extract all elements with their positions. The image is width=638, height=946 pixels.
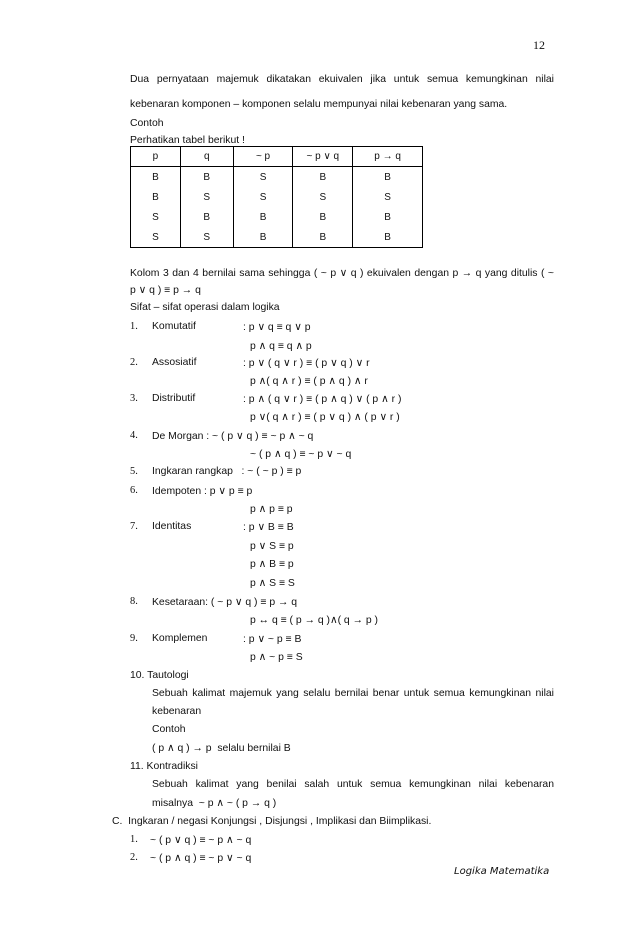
formula: ~ ( p ∨ q ) ≡ ~ p ∧ ~ q <box>150 835 252 846</box>
list-number: 2. <box>130 852 138 863</box>
formula: : p ∧ ( q ∨ r ) ≡ ( p ∧ q ) ∨ ( p ∧ r ) <box>243 394 402 405</box>
table-cell: B <box>180 167 233 188</box>
property-label: Identitas <box>152 521 192 532</box>
formula: p ∧ p ≡ p <box>250 504 293 515</box>
table-cell: B <box>353 207 423 227</box>
table-cell: S <box>233 167 293 188</box>
formula: p ∧ q ≡ q ∧ p <box>250 341 312 352</box>
property-label: Komplemen <box>152 633 208 644</box>
footer-title: Logika Matematika <box>454 866 550 877</box>
page-number: 12 <box>533 38 545 52</box>
list-number: 9. <box>130 633 138 644</box>
intro-line-1: Dua pernyataan majemuk dikatakan ekuivalen jika untuk semua kemungkinan nilai <box>130 74 554 85</box>
list-number: 6. <box>130 485 138 496</box>
tautologi-line-1: Sebuah kalimat majemuk yang selalu bernilai benar untuk semua kemungkinan nilai <box>152 688 554 699</box>
property-label: Assosiatif <box>152 357 197 368</box>
property-label: Komutatif <box>152 321 196 332</box>
formula: ~ ( p ∧ q ) ≡ ~ p ∨ ~ q <box>150 853 252 864</box>
list-number: 5. <box>130 466 138 477</box>
table-cell: S <box>233 187 293 207</box>
tautologi-contoh: Contoh <box>152 724 186 735</box>
list-number: 1. <box>130 321 138 332</box>
table-header-cell: ~ p ∨ q <box>293 147 353 167</box>
table-cell: B <box>233 227 293 248</box>
property-label: Idempoten : p ∨ p ≡ p <box>152 486 253 497</box>
table-header-cell: q <box>180 147 233 167</box>
property-label: Kesetaraan: ( ~ p ∨ q ) ≡ p → q <box>152 597 298 608</box>
kontradiksi-line-1: Sebuah kalimat yang benilai salah untuk semua kemungkinan nilai kebenaran <box>152 779 554 790</box>
table-cell: B <box>353 167 423 188</box>
table-cell: S <box>293 187 353 207</box>
table-cell: S <box>180 187 233 207</box>
table-cell: S <box>353 187 423 207</box>
perhatikan-label: Perhatikan tabel berikut ! <box>130 135 245 146</box>
kontradiksi-line-2: misalnya ~ p ∧ ~ ( p → q ) <box>152 798 277 809</box>
property-label: Ingkaran rangkap : ~ ( ~ p ) ≡ p <box>152 466 302 477</box>
sifat-title: Sifat – sifat operasi dalam logika <box>130 302 280 313</box>
formula: : p ∨ q ≡ q ∨ p <box>243 322 311 333</box>
formula: : p ∨ B ≡ B <box>243 522 294 533</box>
formula: p ∧ ~ p ≡ S <box>250 652 303 663</box>
kolom-line-1: Kolom 3 dan 4 bernilai sama sehingga ( ~ p ∨ q ) ekuivalen dengan p → q yang ditulis ( ~ <box>130 268 554 279</box>
formula: p ↔ q ≡ ( p → q )∧( q → p ) <box>250 615 378 626</box>
table-cell: B <box>293 207 353 227</box>
table-row <box>131 227 423 248</box>
formula: p ∧( q ∧ r ) ≡ ( p ∧ q ) ∧ r <box>250 376 368 387</box>
table-cell: S <box>180 227 233 248</box>
formula: p ∧ B ≡ p <box>250 559 294 570</box>
table-cell: B <box>353 227 423 248</box>
table-row <box>131 187 423 207</box>
table-cell: B <box>131 167 181 188</box>
kolom-line-2: p ∨ q ) ≡ p → q <box>130 285 201 296</box>
table-row <box>131 207 423 227</box>
property-label: De Morgan : ~ ( p ∨ q ) ≡ ~ p ∧ ~ q <box>152 431 314 442</box>
list-number: 3. <box>130 393 138 404</box>
table-cell: B <box>293 227 353 248</box>
table-header-cell: p → q <box>353 147 423 167</box>
table-header-cell: p <box>131 147 181 167</box>
table-cell: B <box>293 167 353 188</box>
table-cell: B <box>233 207 293 227</box>
list-number: 4. <box>130 430 138 441</box>
section-c-title: C. Ingkaran / negasi Konjungsi , Disjungsi , Implikasi dan Biimplikasi. <box>112 816 432 827</box>
formula: : p ∨ ( q ∨ r ) ≡ ( p ∨ q ) ∨ r <box>243 358 370 369</box>
table-cell: B <box>131 187 181 207</box>
table-header-cell: ~ p <box>233 147 293 167</box>
tautologi-title: 10. Tautologi <box>130 670 189 681</box>
table-row <box>131 167 423 188</box>
list-number: 8. <box>130 596 138 607</box>
tautologi-example: ( p ∧ q ) → p selalu bernilai B <box>152 743 291 754</box>
list-number: 7. <box>130 521 138 532</box>
property-label: Distributif <box>152 393 196 404</box>
table-cell: B <box>180 207 233 227</box>
table-cell: S <box>131 227 181 248</box>
formula: p ∨ S ≡ p <box>250 541 294 552</box>
formula: ~ ( p ∧ q ) ≡ ~ p ∨ ~ q <box>250 449 352 460</box>
list-number: 2. <box>130 357 138 368</box>
table-cell: S <box>131 207 181 227</box>
kontradiksi-title: 11. Kontradiksi <box>130 761 198 772</box>
truth-table <box>130 146 423 248</box>
formula: p ∨( q ∧ r ) ≡ ( p ∨ q ) ∧ ( p ∨ r ) <box>250 412 400 423</box>
list-number: 1. <box>130 834 138 845</box>
contoh-label: Contoh <box>130 118 164 129</box>
table-header-row <box>131 147 423 167</box>
intro-line-2: kebenaran komponen – komponen selalu mempunyai nilai kebenaran yang sama. <box>130 99 508 110</box>
tautologi-line-2: kebenaran <box>152 706 202 717</box>
formula: : p ∨ ~ p ≡ B <box>243 634 302 645</box>
formula: p ∧ S ≡ S <box>250 578 295 589</box>
